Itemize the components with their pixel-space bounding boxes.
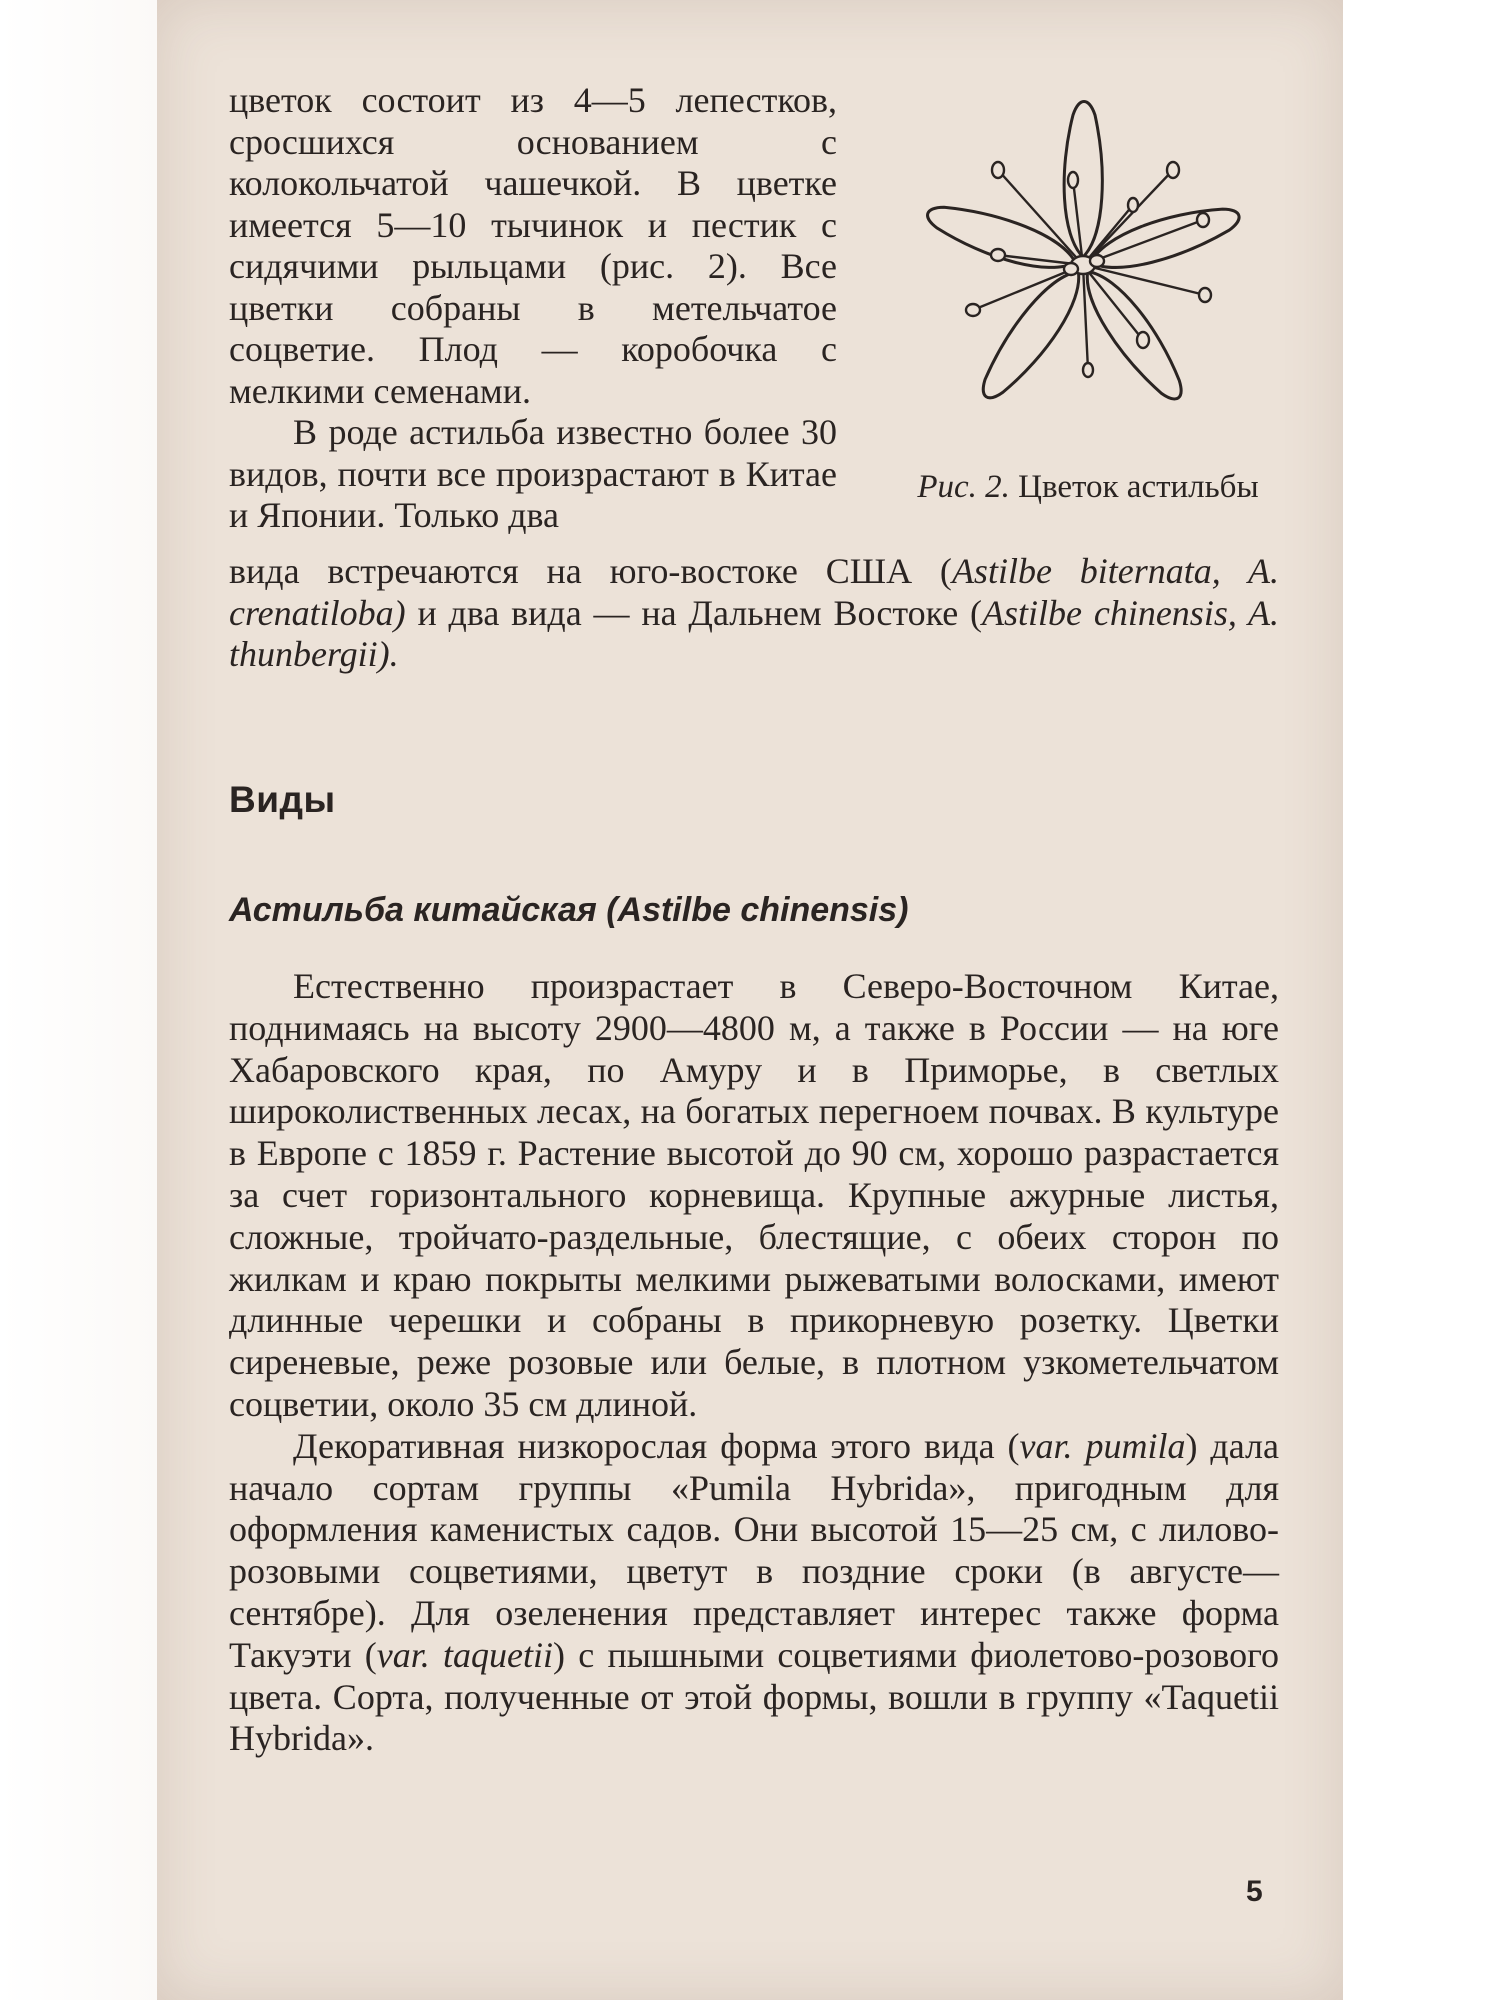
figure-caption xyxy=(883,467,1293,507)
intro-continuation xyxy=(229,551,1279,676)
intro-text-column xyxy=(229,80,837,537)
description-paragraph-1: Естественно произрастает в Северо-Восточном Китае, поднимаясь на высоту 2900—4800 м, а также в России — на юге Хабаровского края, по Амуру и в Приморье, в светлых широколиственных лесах, на богатых перегноем почвах. В культуре в Европе с 1859 г. Растение высотой до 90 см, хорошо разрастается за счет горизонтального корневища. Крупные ажурные листья, сложные, тройчато-раздельные, блестящие, с обеих сторон по жилкам и краю покрыты мелкими рыжеватыми волосками, имеют длинные черешки и собраны в прикорневую розетку. Цветки сиреневые, реже розовые или белые, в плотном узкометельчатом соцветии, около 35 см длиной. xyxy=(229,966,1279,1424)
intro-paragraph-1: цветок состоит из 4—5 лепестков, сросшихся основанием с колокольчатой чашечкой. В цветке имеется 5—10 тычинок и пестик с сидячими рыльцами (рис. 2). Все цветки собраны в метельчатое соцветие. Плод — коробочка с мелкими семенами. xyxy=(229,80,837,411)
intro-continuation-text-b: и два вида — на Дальнем Востоке ( xyxy=(405,592,983,633)
astilbe-flower-drawing-icon xyxy=(883,80,1313,440)
caption-text: Цветок астильбы xyxy=(1018,469,1259,505)
species-description xyxy=(229,966,1279,1760)
book-page xyxy=(157,0,1343,2000)
variety-taquetii: var. taquetii xyxy=(376,1634,554,1675)
description-p2-text-a: Декоративная низкорослая форма этого вида ( xyxy=(293,1425,1020,1466)
intro-continuation-text-a: вида встречаются на юго-востоке США ( xyxy=(229,551,952,591)
description-p2-text-b: ) дала начало сортам группы «Pumila Hybrida», пригодным для оформления каменистых садов. Они высотой 15—25 см, с лилово-розовыми соцветиями, цветут в поздние сроки (в августе—сентябре). Для озеленения представляет интерес также форма Такуэти ( xyxy=(229,1425,1279,1675)
petal xyxy=(971,260,1093,408)
section-title: Виды xyxy=(229,779,336,820)
petal xyxy=(922,196,1082,280)
figure-flower xyxy=(883,80,1313,440)
intro-paragraph-2: В роде астильба известно более 30 видов, почти все произрастают в Китае и Японии. Только два xyxy=(229,412,837,535)
petal xyxy=(1072,260,1194,408)
description-p2-text-c: ) с пышными соцветиями фиолетово-розового цвета. Сорта, полученные от этой формы, вошли в группу «Taquetii Hybrida». xyxy=(229,1634,1280,1759)
caption-label: Рис. 2. xyxy=(917,469,1010,505)
page-number: 5 xyxy=(1246,1875,1263,1908)
scan-margin-left xyxy=(0,0,157,2000)
variety-pumila: var. pumila xyxy=(1019,1425,1186,1466)
latin-names-far-east: Astilbe chinensis, A. thunbergii). xyxy=(229,592,1279,674)
latin-names-usa: Astilbe biternata, A. crenatiloba) xyxy=(229,551,1280,633)
species-title: Астильба китайская (Astilbe chinensis) xyxy=(229,891,909,929)
description-paragraph-2 xyxy=(229,1426,1279,1760)
scan-margin-right xyxy=(1343,0,1500,2000)
